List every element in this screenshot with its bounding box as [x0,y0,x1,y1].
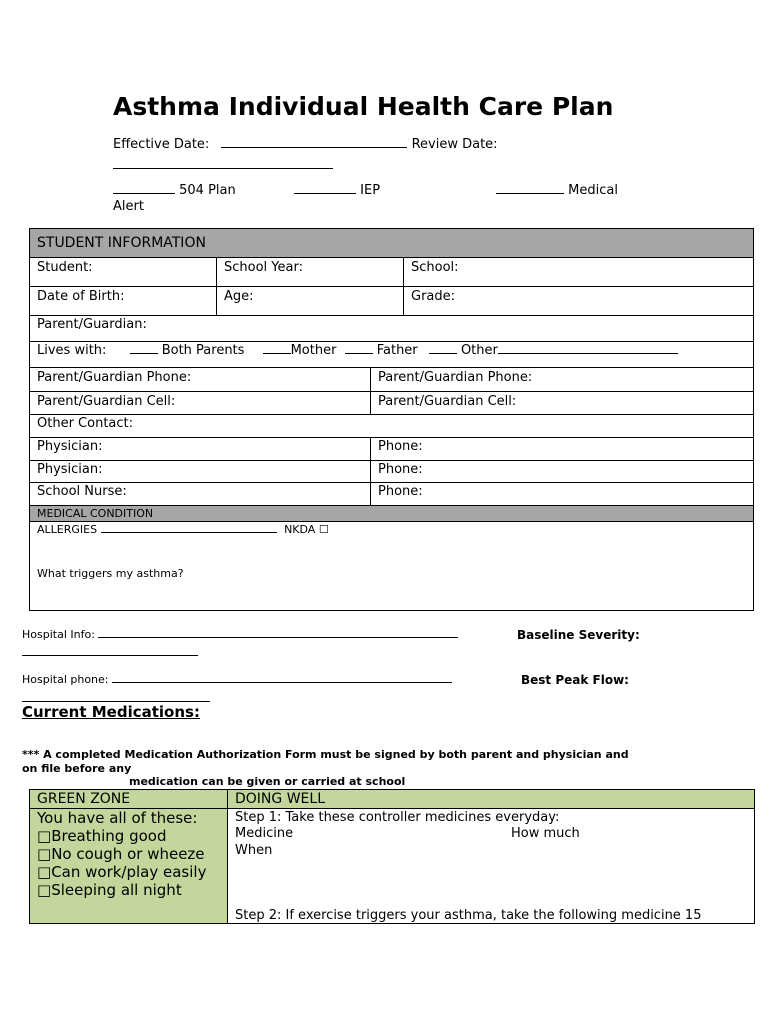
symptom-item: □No cough or wheeze [37,845,205,863]
both-parents-blank[interactable] [130,353,158,354]
medication-notice-3: medication can be given or carried at school [129,775,406,788]
baseline-severity-label: Baseline Severity: [517,628,640,642]
doing-well-label: DOING WELL [235,791,325,807]
medication-notice-1: *** A completed Medication Authorization Form must be signed by both parent and physician and [22,748,629,761]
table-row [30,342,753,368]
mother-option: Mother [290,343,337,358]
green-zone-label: GREEN ZONE [37,791,131,807]
student-info-header-row [30,229,753,258]
other-field[interactable] [498,353,678,354]
dob-field[interactable]: Date of Birth: [37,289,125,304]
phone-field-3[interactable]: Phone: [370,483,754,505]
medical-condition-header: MEDICAL CONDITION [37,507,154,520]
symptom-item: □Can work/play easily [37,863,207,881]
physician-field-1[interactable]: Physician: [37,439,103,454]
medical-alert-option[interactable] [496,183,618,198]
allergies-label: ALLERGIES [37,523,98,536]
father-blank[interactable] [345,353,373,354]
nkda-checkbox[interactable]: NKDA ☐ [284,523,329,536]
pg-phone-field-2[interactable]: Parent/Guardian Phone: [370,368,754,391]
how-much-column-label: How much [511,826,580,841]
green-zone-intro: You have all of these: [37,809,198,827]
pg-cell-field-2[interactable]: Parent/Guardian Cell: [370,392,754,414]
hospital-info-line [22,628,458,641]
father-option: Father [376,343,418,358]
other-contact-field[interactable]: Other Contact: [37,416,134,431]
step2-text: Step 2: If exercise triggers your asthma, take the following medicine 15 [235,908,702,923]
plan504-label: 504 Plan [179,183,236,198]
school-year-field[interactable]: School Year: [216,258,403,286]
other-blank[interactable] [429,353,457,354]
mother-blank[interactable] [263,353,291,354]
pg-cell-field-1[interactable]: Parent/Guardian Cell: [37,394,176,409]
table-row [30,483,753,506]
allergies-line [37,522,329,537]
table-row [30,438,753,461]
medical-condition-header-row [30,506,753,522]
table-row [30,316,753,342]
table-row [30,392,753,415]
school-field[interactable]: School: [403,258,754,286]
hospital-phone-line [22,673,452,686]
table-row [30,415,753,438]
iep-option[interactable] [294,183,380,198]
phone-field-1[interactable]: Phone: [370,438,754,460]
current-medications-heading: Current Medications: [22,703,200,721]
symptom-item: □Sleeping all night [37,881,182,899]
student-info-header: STUDENT INFORMATION [37,235,206,251]
phone-field-2[interactable]: Phone: [370,461,754,482]
other-option: Other [460,343,498,358]
parent-guardian-field[interactable]: Parent/Guardian: [37,317,147,332]
medication-notice-2: on file before any [22,762,132,775]
school-nurse-field[interactable]: School Nurse: [37,484,127,499]
hospital-phone-field-cont[interactable] [22,691,210,702]
allergies-field[interactable] [101,532,277,533]
age-field[interactable]: Age: [216,287,403,315]
effective-date-label: Effective Date: [113,137,210,152]
student-info-table [29,228,754,611]
effective-date-field[interactable] [221,147,407,148]
table-row [30,368,753,392]
lives-with-label: Lives with: [37,343,107,358]
review-date-label: Review Date: [411,137,498,152]
table-row [30,461,753,483]
table-row [30,287,753,316]
plan504-option[interactable] [113,183,236,198]
medical-alert-label: Medical [568,183,618,198]
student-field[interactable]: Student: [37,260,93,275]
physician-field-2[interactable]: Physician: [37,462,103,477]
both-parents-option: Both Parents [161,343,245,358]
review-date-field[interactable] [113,154,333,169]
pg-phone-field-1[interactable]: Parent/Guardian Phone: [37,370,192,385]
iep-label: IEP [360,183,381,198]
hospital-info-field[interactable] [98,637,458,638]
green-zone-table [29,789,755,924]
step1-text: Step 1: Take these controller medicines everyday: [235,810,560,825]
when-column-label: When [235,843,273,858]
triggers-label: What triggers my asthma? [37,567,184,580]
symptom-item: □Breathing good [37,827,167,845]
lives-with-field [30,342,753,367]
best-peak-flow-label: Best Peak Flow: [521,673,629,687]
hospital-info-label: Hospital Info: [22,628,95,641]
medicine-column-label: Medicine [235,826,294,841]
page-title: Asthma Individual Health Care Plan [113,92,614,121]
grade-field[interactable]: Grade: [403,287,754,315]
hospital-phone-label: Hospital phone: [22,673,109,686]
effective-date-line [113,137,498,152]
medical-alert-label-cont: Alert [113,199,144,214]
hospital-phone-field[interactable] [112,682,452,683]
hospital-info-field-cont[interactable] [22,645,198,656]
table-row [30,258,753,287]
